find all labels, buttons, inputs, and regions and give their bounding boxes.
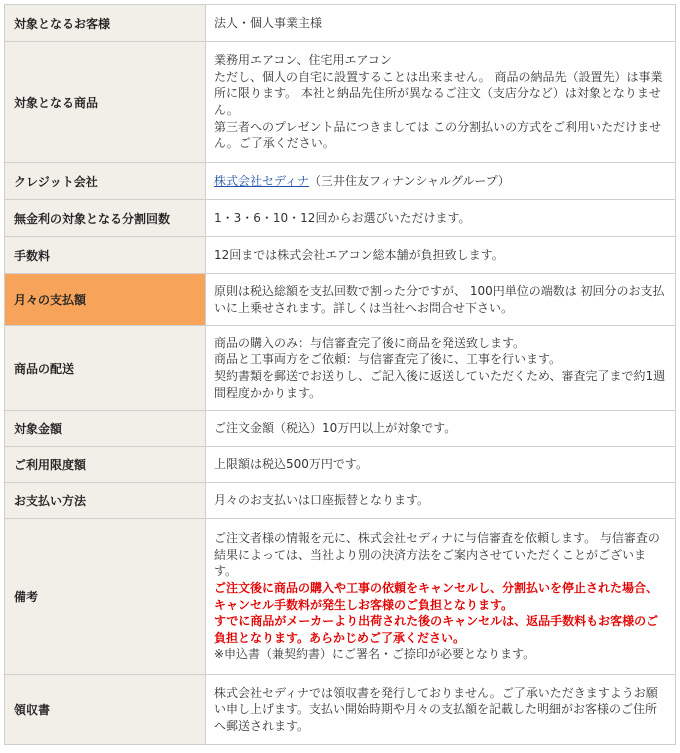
row-value bbox=[206, 42, 676, 163]
row-value: 原則は税込総額を支払回数で割った分ですが、 100円単位の端数は 初回分のお支払いに上乗せされます。詳しくは当社へお問合せ下さい。 bbox=[206, 274, 676, 326]
table-row bbox=[5, 447, 676, 483]
row-value: 法人・個人事業主様 bbox=[206, 5, 676, 42]
table-row bbox=[5, 200, 676, 237]
row-label-highlighted: 月々の支払額 bbox=[5, 274, 206, 326]
return-fee-warning: すでに商品がメーカーより出荷された後のキャンセルは、返品手数料もお客様のご負担となります。あらかじめご了承ください。 bbox=[214, 614, 659, 645]
table-row bbox=[5, 675, 676, 745]
table-row bbox=[5, 519, 676, 675]
table-row bbox=[5, 411, 676, 447]
row-label: 対象となる商品 bbox=[5, 42, 206, 163]
table-row bbox=[5, 163, 676, 200]
credit-company-note: （三井住友フィナンシャルグループ） bbox=[309, 173, 510, 188]
application-note: ※申込書（兼契約書）にご署名・ご捺印が必要となります。 bbox=[214, 647, 536, 662]
remarks-text: ご注文者様の情報を元に、株式会社セディナに与信審査を依頼します。 与信審査の結果によっては、当社より別の決済方法をご案内させていただくことがございます。 bbox=[214, 531, 660, 579]
row-label: ご利用限度額 bbox=[5, 447, 206, 483]
table-row bbox=[5, 5, 676, 42]
value-line: ただし、個人の自宅に設置することは出来ません。 商品の納品先（設置先）は事業所に限ります。 本社と納品先住所が異なるご注文（支店分など）は対象となりません。 bbox=[214, 69, 663, 117]
installment-info-table bbox=[4, 4, 676, 745]
row-label: 備考 bbox=[5, 519, 206, 675]
table-row bbox=[5, 326, 676, 411]
row-label: 領収書 bbox=[5, 675, 206, 745]
row-label: お支払い方法 bbox=[5, 483, 206, 519]
row-value: 月々のお支払いは口座振替となります。 bbox=[206, 483, 676, 519]
row-label: 手数料 bbox=[5, 237, 206, 274]
cancellation-warning: ご注文後に商品の購入や工事の依頼をキャンセルし、分割払いを停止された場合、キャンセル手数料が発生しお客様のご負担となります。 bbox=[214, 580, 659, 612]
row-label: 対象金額 bbox=[5, 411, 206, 447]
row-label: 商品の配送 bbox=[5, 326, 206, 411]
row-label: クレジット会社 bbox=[5, 163, 206, 200]
value-line: 契約書類を郵送でお送りし、ご記入後に返送していただくため、審査完了まで約1週間程度かかります。 bbox=[214, 369, 666, 400]
row-label: 対象となるお客様 bbox=[5, 5, 206, 42]
credit-company-link[interactable]: 株式会社セディナ bbox=[214, 173, 310, 188]
row-value: 株式会社セディナでは領収書を発行しておりません。ご了承いただきますようお願い申し上げます。支払い開始時期や月々の支払額を記載した明細がお客様のご住所へ郵送されます。 bbox=[206, 675, 676, 745]
row-value: 12回までは株式会社エアコン総本舗が負担致します。 bbox=[206, 237, 676, 274]
table-row bbox=[5, 483, 676, 519]
row-value: ご注文金額（税込）10万円以上が対象です。 bbox=[206, 411, 676, 447]
value-line: 第三者へのプレゼント品につきましては この分割払いの方式をご利用いただけません。ご了承ください。 bbox=[214, 119, 662, 151]
row-value bbox=[206, 163, 676, 200]
row-value bbox=[206, 519, 676, 675]
value-line: 商品と工事両方をご依頼：与信審査完了後に、工事を行います。 bbox=[214, 352, 562, 367]
value-line: 商品の購入のみ：与信審査完了後に商品を発送致します。 bbox=[214, 335, 526, 350]
row-value bbox=[206, 326, 676, 411]
table-row bbox=[5, 237, 676, 274]
row-value: 1・3・6・10・12回からお選びいただけます。 bbox=[206, 200, 676, 237]
row-label: 無金利の対象となる分割回数 bbox=[5, 200, 206, 237]
table-row bbox=[5, 274, 676, 326]
value-line: 業務用エアコン、住宅用エアコン bbox=[214, 53, 392, 68]
table-row bbox=[5, 42, 676, 163]
row-value: 上限額は税込500万円です。 bbox=[206, 447, 676, 483]
